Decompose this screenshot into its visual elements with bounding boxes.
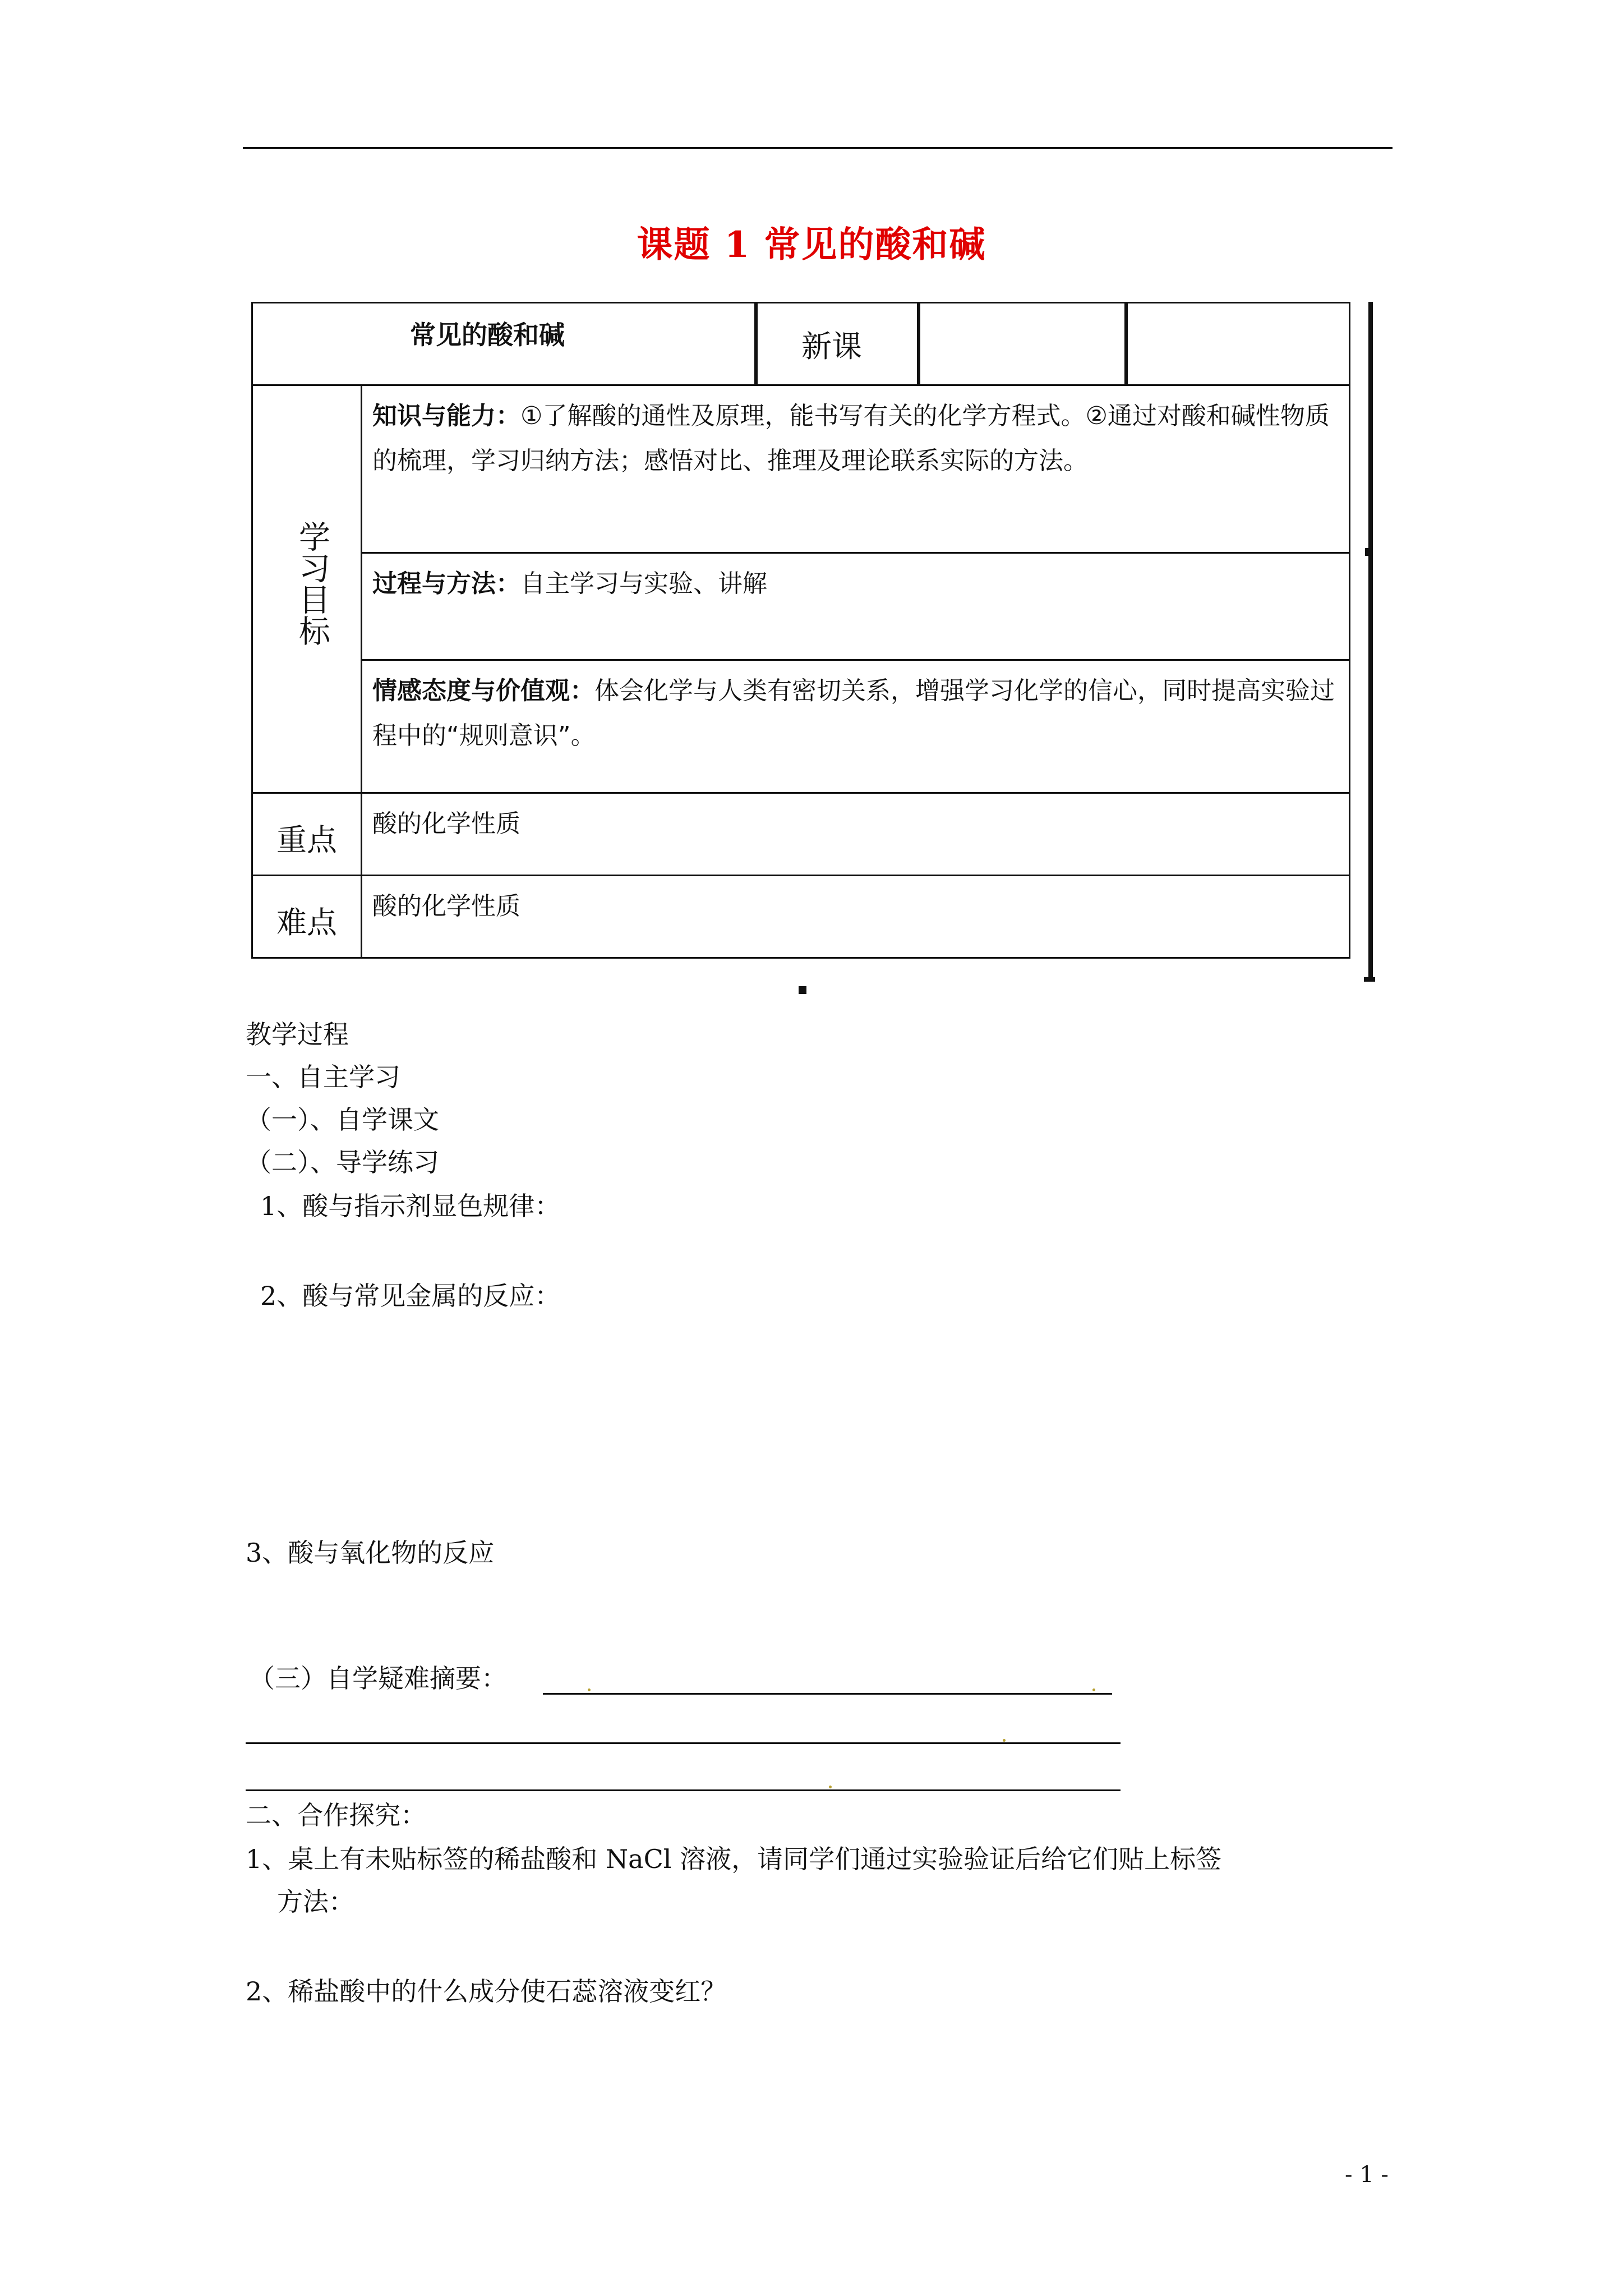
resize-handle-mark	[799, 986, 806, 994]
lesson-type-cell	[756, 302, 919, 386]
emotion-cell	[361, 659, 1350, 794]
difficulty-cell	[361, 875, 1350, 959]
question-1: 1、酸与指示剂显色规律：	[260, 1191, 561, 1221]
task-2: 2、稀盐酸中的什么成分使石蕊溶液变红？	[246, 1976, 727, 2007]
blank-cell	[919, 302, 1126, 386]
question-3: 3、酸与氧化物的反应	[246, 1538, 495, 1568]
scan-speck	[588, 1688, 591, 1691]
table-side-bar-cap	[1364, 977, 1375, 982]
table-side-bar	[1368, 302, 1373, 982]
lesson-type-text: 新课	[801, 329, 862, 364]
scan-speck	[1003, 1739, 1006, 1742]
subsection-2: （二）、导学练习	[246, 1147, 439, 1177]
scan-speck	[829, 1786, 832, 1788]
knowledge-label: 知识与能力：	[372, 402, 520, 430]
answer-line	[246, 1742, 1121, 1744]
process-text: 自主学习与实验、讲解	[520, 569, 767, 598]
section-cooperative: 二、合作探究：	[246, 1800, 426, 1830]
process-heading: 教学过程	[246, 1019, 349, 1050]
task-1-method: 方法：	[277, 1887, 354, 1917]
emotion-label: 情感态度与价值观：	[372, 677, 594, 705]
emotion-content	[372, 669, 1339, 758]
process-label: 过程与方法：	[372, 569, 520, 598]
topic-cell	[251, 302, 756, 386]
page-number: - 1 -	[1345, 2162, 1389, 2188]
document-title: 课题 1 常见的酸和碱	[637, 224, 986, 266]
answer-line	[246, 1789, 1121, 1791]
goals-label: 学习目标	[294, 521, 330, 646]
key-point-label-cell	[251, 792, 362, 876]
section-self-study: 一、自主学习	[246, 1062, 400, 1092]
answer-line	[543, 1693, 1112, 1695]
topic-text: 常见的酸和碱	[410, 320, 565, 350]
subsection-3: （三）自学疑难摘要：	[249, 1663, 507, 1694]
knowledge-text: ①了解酸的通性及原理，能书写有关的化学方程式。②通过对酸和碱性物质的梳理，学习归纳方法；感悟对比、推理及理论联系实际的方法。	[372, 402, 1330, 475]
resize-handle-mark	[1365, 548, 1373, 556]
key-point-cell	[361, 792, 1350, 876]
difficulty-text: 酸的化学性质	[372, 892, 520, 921]
difficulty-label-cell	[251, 875, 362, 959]
header-rule	[243, 147, 1393, 149]
difficulty-label: 难点	[276, 905, 337, 940]
blank-cell	[1126, 302, 1350, 386]
task-1: 1、桌上有未贴标签的稀盐酸和 NaCl 溶液，请同学们通过实验验证后给它们贴上标签	[246, 1844, 1222, 1874]
process-content	[372, 562, 1339, 606]
process-cell	[361, 552, 1350, 661]
question-2: 2、酸与常见金属的反应：	[260, 1281, 561, 1311]
knowledge-content	[372, 394, 1339, 484]
knowledge-cell	[361, 384, 1350, 554]
key-point-label: 重点	[276, 822, 337, 858]
lesson-plan-table	[251, 302, 1350, 982]
subsection-1: （一）、自学课文	[246, 1105, 439, 1135]
scan-speck	[1092, 1688, 1095, 1691]
key-point-text: 酸的化学性质	[372, 809, 520, 838]
emotion-text: 体会化学与人类有密切关系，增强学习化学的信心，同时提高实验过程中的“规则意识”。	[372, 677, 1335, 750]
